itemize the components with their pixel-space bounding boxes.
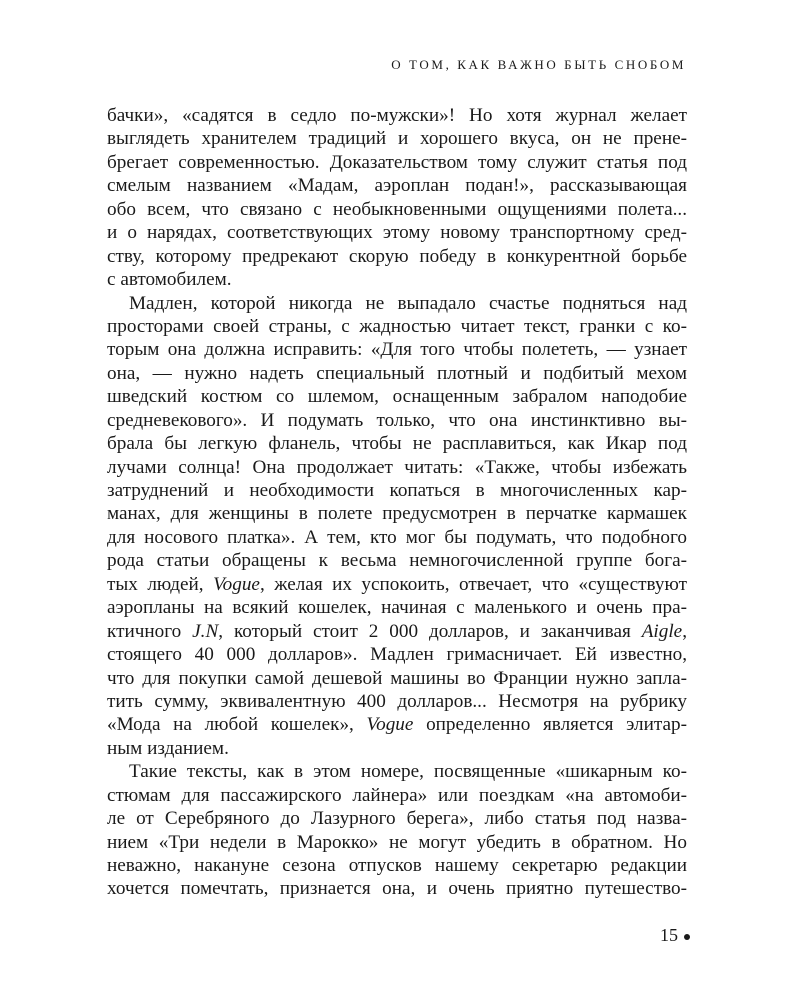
- text-line: манах, для женщины в полете предусмотрен в перчатке кармашек: [107, 503, 687, 525]
- text-line: [107, 620, 687, 643]
- text-line: ным изданием.: [107, 737, 229, 759]
- text-line: хочется помечтать, признается она, и очень приятно путешество-: [107, 878, 687, 900]
- text-line: брегает современностью. Доказательством тому служит статья под: [107, 151, 687, 173]
- text-line: [107, 713, 687, 736]
- text-line: нием «Три недели в Марокко» не могут убедить в обратном. Но: [107, 831, 687, 853]
- text-run: ,: [682, 620, 687, 642]
- text-run: тых людей,: [107, 573, 214, 595]
- text-run: , который стоит 2 000 долларов, и заканчивая: [218, 620, 642, 642]
- text-line: стюмам для пассажирского лайнера» или поездкам «на автомоби-: [107, 784, 687, 806]
- text-line: Мадлен, которой никогда не выпадало счастье подняться над: [129, 292, 687, 314]
- italic-title: Aigle: [641, 620, 683, 642]
- text-line: смелым названием «Мадам, аэроплан подан!», рассказывающая: [107, 175, 687, 197]
- text-line: она, — нужно надеть специальный плотный и подбитый мехом: [107, 362, 687, 384]
- text-line: просторами своей страны, с жадностью читает текст, гранки с ко-: [107, 315, 687, 337]
- text-line: бачки», «садятся в седло по-мужски»! Но хотя журнал желает: [107, 105, 687, 126]
- text-line: рода статьи обращены к весьма немногочисленной группе бога-: [107, 550, 687, 572]
- text-line: шведский костюм со шлемом, оснащенным забралом наподобие: [107, 386, 687, 408]
- text-line: обо всем, что связано с необыкновенными ощущениями полета...: [107, 198, 687, 220]
- body-text: [107, 104, 687, 901]
- text-line: торым она должна исправить: «Для того чтобы полететь, — узнает: [107, 339, 687, 361]
- text-line: аэропланы на всякий кошелек, начиная с маленького и очень пра-: [107, 597, 687, 619]
- text-run: «Мода на любой кошелек»,: [107, 714, 367, 736]
- bullet-icon: [684, 934, 690, 940]
- text-line: средневекового». И подумать только, что она инстинктивно вы-: [107, 409, 687, 431]
- text-line: ству, которому предрекают скорую победу в конкурентной борьбе: [107, 245, 687, 267]
- text-line: стоящего 40 000 долларов». Мадлен гримасничает. Ей известно,: [107, 644, 687, 666]
- text-line: и о нарядах, соответствующих этому новому транспортному сред-: [107, 222, 687, 244]
- text-run: ктичного: [107, 620, 193, 642]
- text-line: Такие тексты, как в этом номере, посвященные «шикарным ко-: [129, 761, 687, 783]
- text-line: выглядеть хранителем традиций и хорошего вкуса, он не прене-: [107, 128, 687, 150]
- text-line: лучами солнца! Она продолжает читать: «Также, чтобы избежать: [107, 456, 687, 478]
- italic-title: Vogue: [213, 573, 260, 595]
- page-number-text: 15: [660, 925, 678, 945]
- text-line: затруднений и необходимости копаться в многочисленных кар-: [107, 480, 687, 501]
- running-head: О ТОМ, КАК ВАЖНО БЫТЬ СНОБОМ: [391, 57, 686, 72]
- page-number: [660, 925, 690, 946]
- text-line: с автомобилем.: [107, 269, 232, 291]
- text-run: , желая их успокоить, отвечает, что «существуют: [259, 573, 687, 595]
- italic-title: Vogue: [366, 714, 414, 736]
- text-line: что для покупки самой дешевой машины во Франции нужно запла-: [107, 667, 687, 689]
- text-line: брала бы легкую фланель, чтобы не расплавиться, как Икар под: [107, 433, 687, 455]
- text-line: тить сумму, эквивалентную 400 долларов... Несмотря на рубрику: [107, 690, 687, 712]
- italic-title: J.N: [192, 620, 219, 642]
- text-run: определенно является элитар-: [413, 714, 687, 736]
- text-line: для носового платка». А тем, кто мог бы подумать, что подобного: [107, 526, 687, 548]
- text-line: [107, 573, 687, 596]
- text-line: ле от Серебряного до Лазурного берега», либо статья под назва-: [107, 808, 687, 830]
- text-line: неважно, накануне сезона отпусков нашему секретарю редакции: [107, 855, 687, 876]
